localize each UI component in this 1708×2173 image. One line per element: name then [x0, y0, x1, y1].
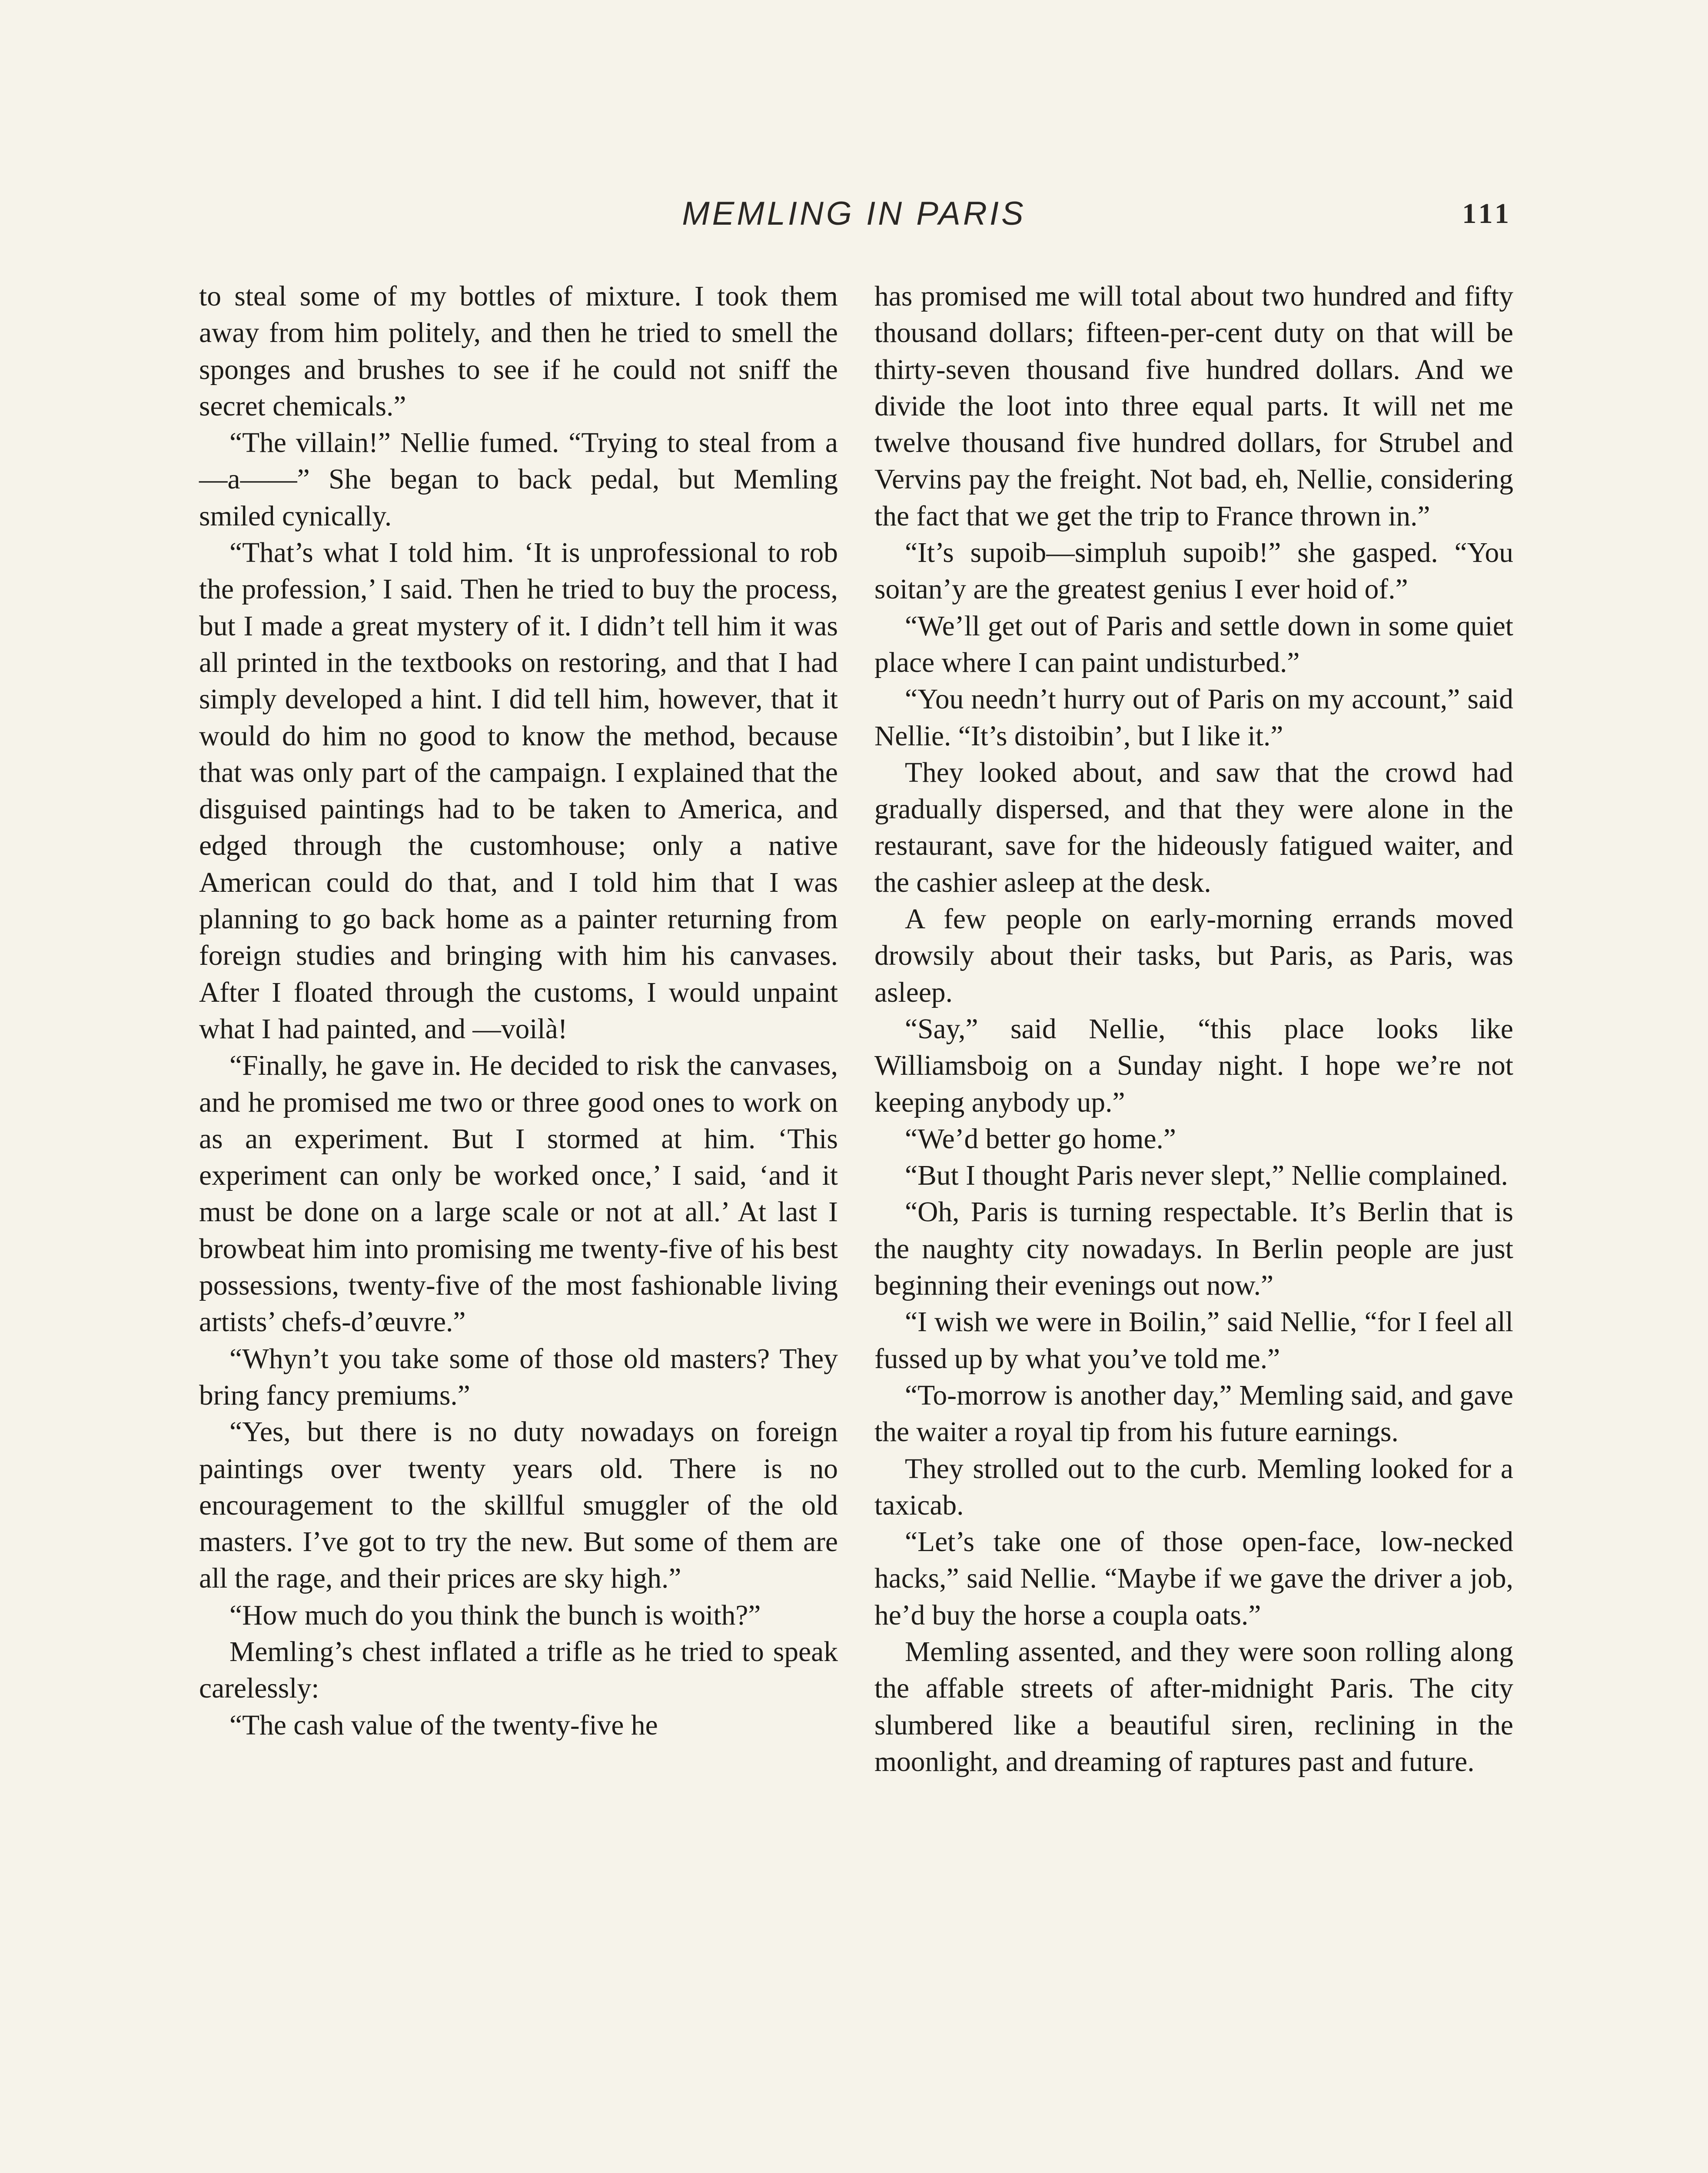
- paragraph: “The cash value of the twenty-five he: [229, 1709, 658, 1741]
- left-column: [199, 278, 838, 1744]
- paragraph: “Let’s take one of those open-face, low-necked hacks,” said Nellie. “Maybe if we gave the driver a job, he’d buy the horse a coupla oats.”: [874, 1526, 1513, 1631]
- paragraph: “That’s what I told him. ‘It is unprofessional to rob the profession,’ I said. Then he tried to buy the process, but I made a great mystery of it. I didn’t tell him it was all printed in the textbooks on restoring, and that I had simply developed a hint. I did tell him, however, that it would do him no good to know the method, because that was only part of the campaign. I explained that the disguised paintings had to be taken to America, and edged through the customhouse; only a native American could do that, and I told him that I was planning to go back home as a painter returning from foreign studies and bringing with him his canvases. After I floated through the customs, I would unpaint what I had painted, and —voilà!: [199, 537, 838, 1045]
- paragraph: “I wish we were in Boilin,” said Nellie, “for I feel all fussed up by what you’ve told me.”: [874, 1306, 1513, 1375]
- paragraph: Memling’s chest inflated a trifle as he tried to speak carelessly:: [199, 1636, 838, 1705]
- paragraph: “Whyn’t you take some of those old masters? They bring fancy premiums.”: [199, 1343, 838, 1411]
- paragraph: “It’s supoib—simpluh supoib!” she gasped. “You soitan’y are the greatest genius I ever hoid of.”: [874, 537, 1513, 605]
- paragraph: “Say,” said Nellie, “this place looks like Williamsboig on a Sunday night. I hope we’re not keeping anybody up.”: [874, 1013, 1513, 1118]
- paragraph: “We’d better go home.”: [905, 1123, 1176, 1155]
- paragraph: has promised me will total about two hundred and fifty thousand dollars; fifteen-per-cent duty on that will be thirty-seven thousand five hundred dollars. And we divide the loot into three equal parts. It will net me twelve thousand five hundred dollars, for Strubel and Vervins pay the freight. Not bad, eh, Nellie, considering the fact that we get the trip to France thrown in.”: [874, 281, 1513, 532]
- paragraph: “But I thought Paris never slept,” Nellie complained.: [905, 1160, 1508, 1192]
- page-number: 111: [1462, 198, 1512, 229]
- paragraph: “To-morrow is another day,” Memling said, and gave the waiter a royal tip from his future earnings.: [874, 1379, 1513, 1448]
- paragraph: “Yes, but there is no duty nowadays on foreign paintings over twenty years old. There is no encouragement to the skillful smuggler of the old masters. I’ve got to try the new. But some of them are all the rage, and their prices are sky high.”: [199, 1416, 838, 1595]
- paragraph: “Oh, Paris is turning respectable. It’s Berlin that is the naughty city nowadays. In Berlin people are just beginning their evenings out now.”: [874, 1196, 1513, 1302]
- running-title: MEMLING IN PARIS: [682, 195, 1026, 232]
- paragraph: to steal some of my bottles of mixture. I took them away from him politely, and then he tried to smell the sponges and brushes to see if he could not sniff the secret chemicals.”: [199, 281, 838, 422]
- paragraph: They looked about, and saw that the crowd had gradually dispersed, and that they were alone in the restaurant, save for the hideously fatigued waiter, and the cashier asleep at the desk.: [874, 757, 1513, 898]
- paragraph: “How much do you think the bunch is woith?”: [229, 1599, 761, 1631]
- paragraph: “We’ll get out of Paris and settle down in some quiet place where I can paint undisturbed.”: [874, 610, 1513, 678]
- right-column: [874, 278, 1513, 1780]
- paragraph: A few people on early-morning errands moved drowsily about their tasks, but Paris, as Paris, was asleep.: [874, 904, 1513, 1008]
- paragraph: Memling assented, and they were soon rolling along the affable streets of after-midnight Paris. The city slumbered like a beautiful siren, reclining in the moonlight, and dreaming of raptures past and future.: [874, 1636, 1513, 1778]
- running-head: [196, 195, 1512, 247]
- paragraph: “The villain!” Nellie fumed. “Trying to steal from a—a——” She began to back pedal, but Memling smiled cynically.: [199, 427, 838, 532]
- paragraph: “You needn’t hurry out of Paris on my account,” said Nellie. “It’s distoibin’, but I like it.”: [874, 684, 1513, 752]
- paragraph: “Finally, he gave in. He decided to risk the canvases, and he promised me two or three good ones to work on as an experiment. But I stormed at him. ‘This experiment can only be worked once,’ I said, ‘and it must be done on a large scale or not at all.’ At last I browbeat him into promising me twenty-five of his best possessions, twenty-five of the most fashionable living artists’ chefs-d’œuvre.”: [199, 1050, 838, 1338]
- paragraph: They strolled out to the curb. Memling looked for a taxicab.: [874, 1453, 1513, 1521]
